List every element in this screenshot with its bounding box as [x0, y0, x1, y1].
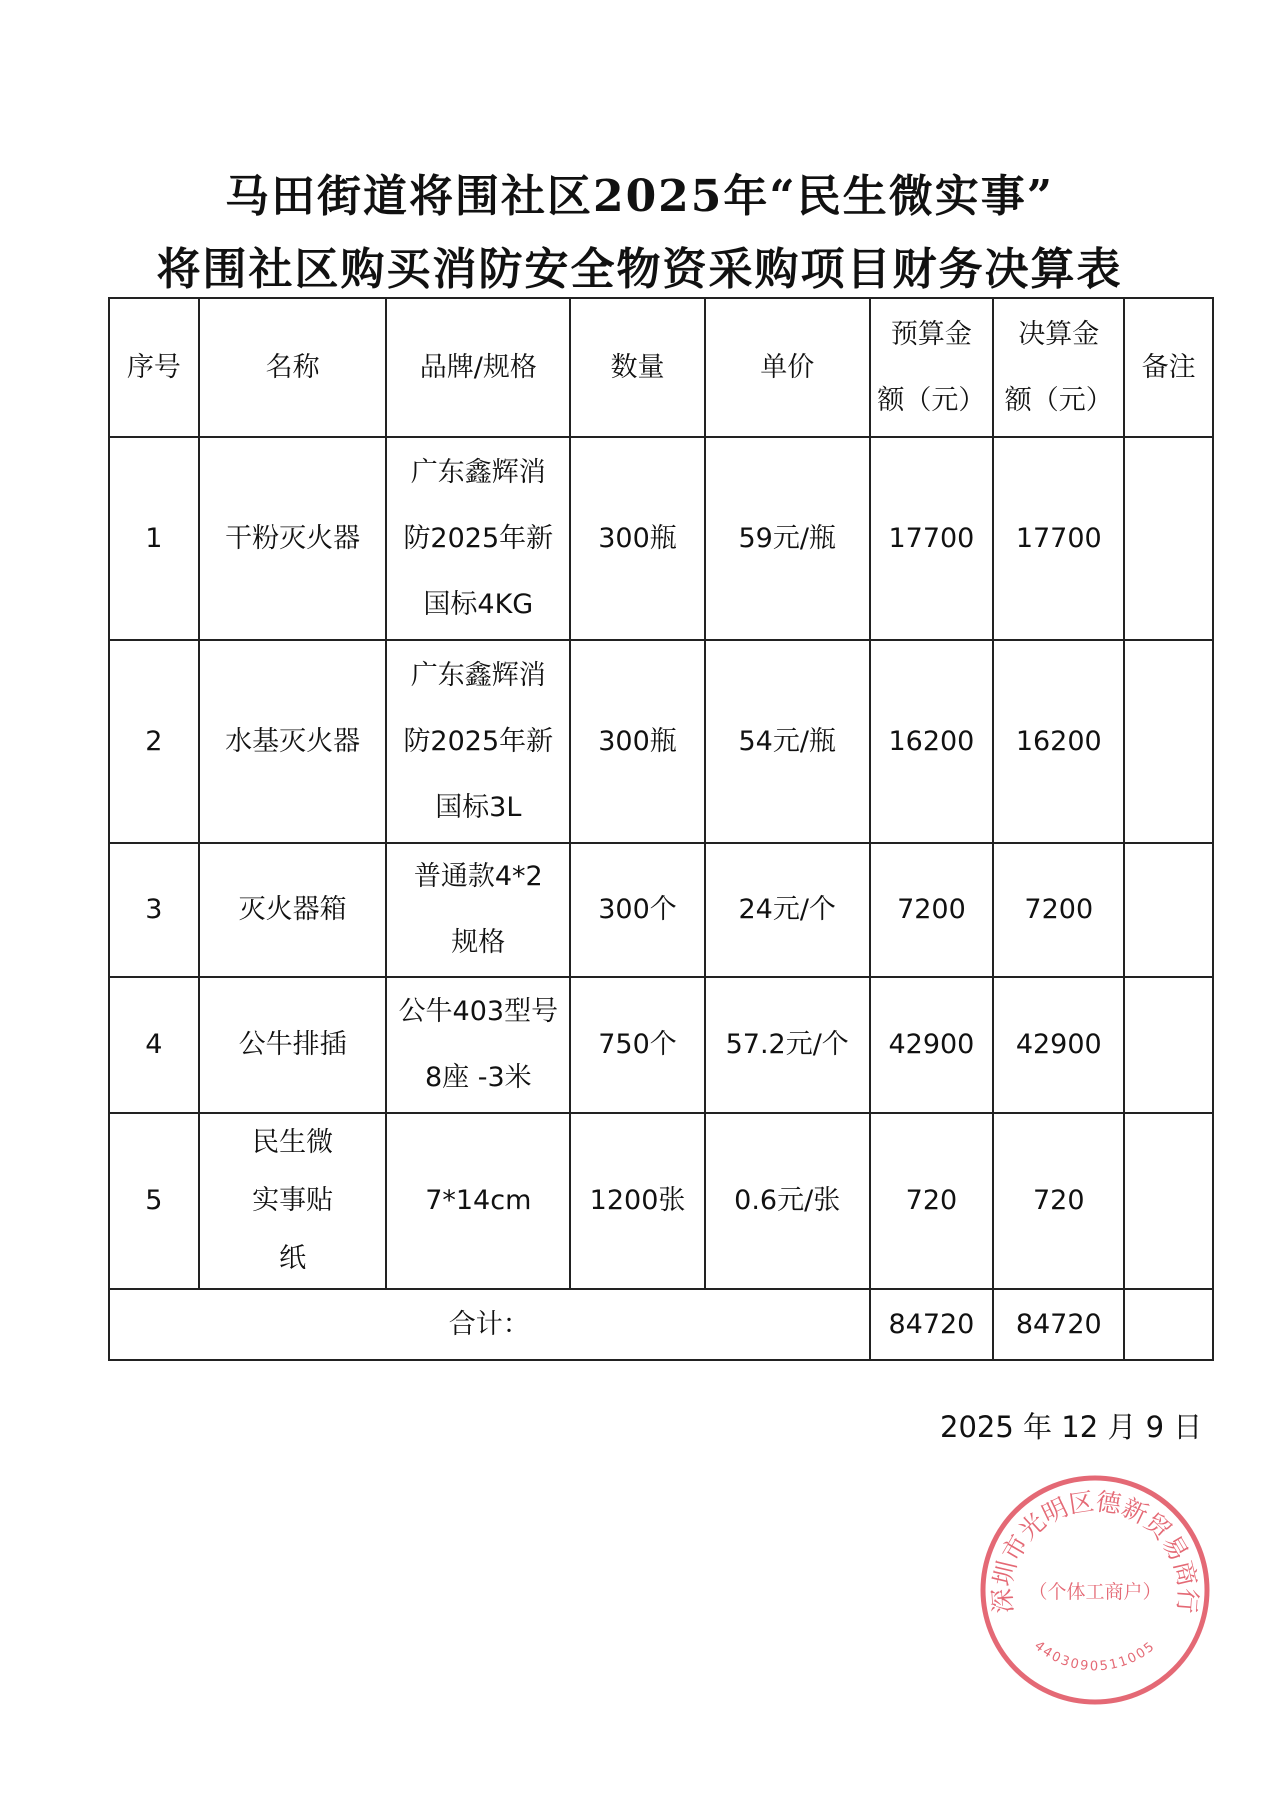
company-seal-stamp — [975, 1470, 1215, 1710]
table-header-row — [109, 298, 1213, 437]
cell-budget: 42900 — [870, 977, 994, 1113]
header-final-l1: 决算金 — [1018, 318, 1100, 350]
cell-final: 720 — [993, 1113, 1124, 1289]
cell-name: 民生微实事贴纸 — [199, 1113, 387, 1289]
svg-text:深圳市光明区德新贸易商行: 深圳市光明区德新贸易商行 — [987, 1486, 1203, 1615]
spec-line: 规格 — [451, 927, 506, 958]
header-budget-l2: 额（元） — [877, 384, 986, 416]
spec-line: 防2025年新 — [403, 725, 554, 757]
cell-note — [1124, 437, 1213, 640]
cell-note — [1124, 977, 1213, 1113]
total-note — [1124, 1289, 1213, 1360]
cell-price: 0.6元/张 — [705, 1113, 870, 1289]
cell-spec — [386, 437, 570, 640]
total-row — [109, 1289, 1213, 1360]
svg-text:4403090511005: 4403090511005 — [1031, 1638, 1159, 1675]
cell-no: 3 — [109, 843, 199, 977]
cell-note — [1124, 1113, 1213, 1289]
cell-no: 1 — [109, 437, 199, 640]
header-spec: 品牌/规格 — [386, 298, 570, 437]
cell-price: 54元/瓶 — [705, 640, 870, 843]
table-row — [109, 640, 1213, 843]
table-row — [109, 843, 1213, 977]
cell-spec — [386, 640, 570, 843]
spec-line: 防2025年新 — [403, 522, 554, 554]
cell-name: 干粉灭火器 — [199, 437, 387, 640]
cell-budget: 7200 — [870, 843, 994, 977]
spec-line: 公牛403型号 — [398, 996, 559, 1027]
table-row — [109, 977, 1213, 1113]
cell-final: 17700 — [993, 437, 1124, 640]
cell-qty: 300瓶 — [570, 437, 705, 640]
header-budget-l1: 预算金 — [890, 318, 972, 350]
spec-line: 广东鑫辉消 — [410, 659, 546, 691]
cell-budget: 720 — [870, 1113, 994, 1289]
spec-line: 国标3L — [435, 791, 522, 823]
cell-no: 2 — [109, 640, 199, 843]
cell-no: 4 — [109, 977, 199, 1113]
header-final — [993, 298, 1124, 437]
cell-name: 公牛排插 — [199, 977, 387, 1113]
cell-final: 7200 — [993, 843, 1124, 977]
svg-text:（个体工商户）: （个体工商户） — [1028, 1581, 1162, 1603]
header-name: 名称 — [199, 298, 387, 437]
cell-spec — [386, 977, 570, 1113]
cell-price: 24元/个 — [705, 843, 870, 977]
cell-qty: 300个 — [570, 843, 705, 977]
cell-qty: 300瓶 — [570, 640, 705, 843]
header-final-l2: 额（元） — [1004, 384, 1113, 416]
cell-price: 57.2元/个 — [705, 977, 870, 1113]
cell-note — [1124, 843, 1213, 977]
document-title-line1: 马田街道将围社区2025年“民生微实事” — [224, 171, 1055, 222]
spec-line: 7*14cm — [425, 1185, 532, 1216]
settlement-table — [108, 297, 1214, 1361]
spec-line: 普通款4*2 — [413, 861, 543, 892]
cell-budget: 17700 — [870, 437, 994, 640]
total-label: 合计： — [109, 1289, 870, 1360]
spec-line: 广东鑫辉消 — [410, 456, 546, 488]
table-row — [109, 437, 1213, 640]
cell-price: 59元/瓶 — [705, 437, 870, 640]
total-budget: 84720 — [870, 1289, 994, 1360]
cell-name: 水基灭火器 — [199, 640, 387, 843]
table-row — [109, 1113, 1213, 1289]
cell-qty: 1200张 — [570, 1113, 705, 1289]
spec-line: 8座 -3米 — [424, 1062, 532, 1093]
cell-no: 5 — [109, 1113, 199, 1289]
cell-name: 灭火器箱 — [199, 843, 387, 977]
cell-spec — [386, 843, 570, 977]
cell-final: 16200 — [993, 640, 1124, 843]
cell-spec — [386, 1113, 570, 1289]
cell-qty: 750个 — [570, 977, 705, 1113]
cell-final: 42900 — [993, 977, 1124, 1113]
header-note: 备注 — [1124, 298, 1213, 437]
header-budget — [870, 298, 994, 437]
document-title-line2: 将围社区购买消防安全物资采购项目财务决算表 — [156, 244, 1123, 295]
header-price: 单价 — [705, 298, 870, 437]
cell-budget: 16200 — [870, 640, 994, 843]
header-no: 序号 — [109, 298, 199, 437]
header-qty: 数量 — [570, 298, 705, 437]
cell-note — [1124, 640, 1213, 843]
spec-line: 国标4KG — [423, 588, 534, 620]
document-date: 2025 年 12 月 9 日 — [940, 1410, 1203, 1444]
total-final: 84720 — [993, 1289, 1124, 1360]
